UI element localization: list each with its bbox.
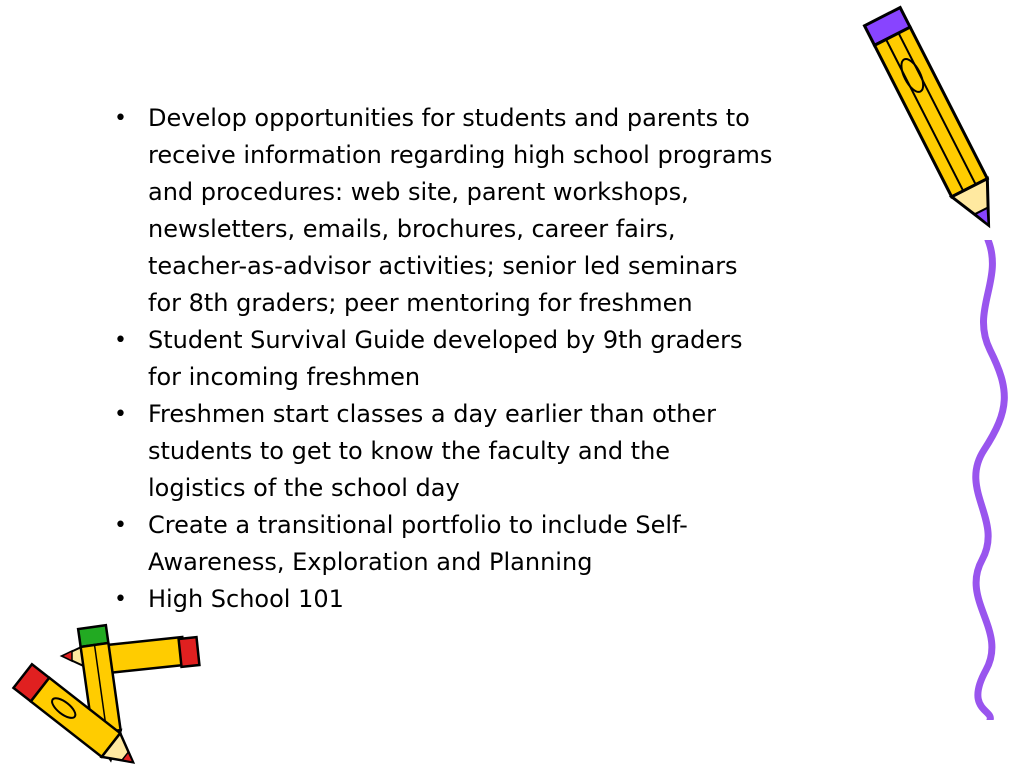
bullet-glyph: • [114,328,127,353]
bullet-glyph: • [114,402,127,427]
bullet-text-1: Develop opportunities for students and parents to receive information regarding high school programs and procedures: web site, parent workshops, newsletters, emails, brochures, career fairs, teacher-as-advisor activities; senior led seminars for 8th graders; peer mentoring for freshmen [148,104,773,317]
bullet-text-5: High School 101 [148,585,344,613]
squiggle-line-icon [960,240,1020,720]
bullet-glyph: • [114,513,127,538]
bullet-list [112,100,902,618]
bullet-item-2 [112,322,902,396]
bullet-glyph: • [114,587,127,612]
bullet-text-4: Create a transitional portfolio to include Self- Awareness, Exploration and Planning [148,511,688,576]
bullet-item-4 [112,507,902,581]
bullet-item-1 [112,100,902,322]
bullet-text-2: Student Survival Guide developed by 9th graders for incoming freshmen [148,326,743,391]
bullet-item-5 [112,581,902,618]
bullet-glyph: • [114,106,127,131]
pencils-bottom-left-icon [0,618,210,768]
bullet-text-3: Freshmen start classes a day earlier than other students to get to know the faculty and the logistics of the school day [148,400,717,502]
pencil-top-right-icon [860,0,1010,245]
bullet-item-3 [112,396,902,507]
